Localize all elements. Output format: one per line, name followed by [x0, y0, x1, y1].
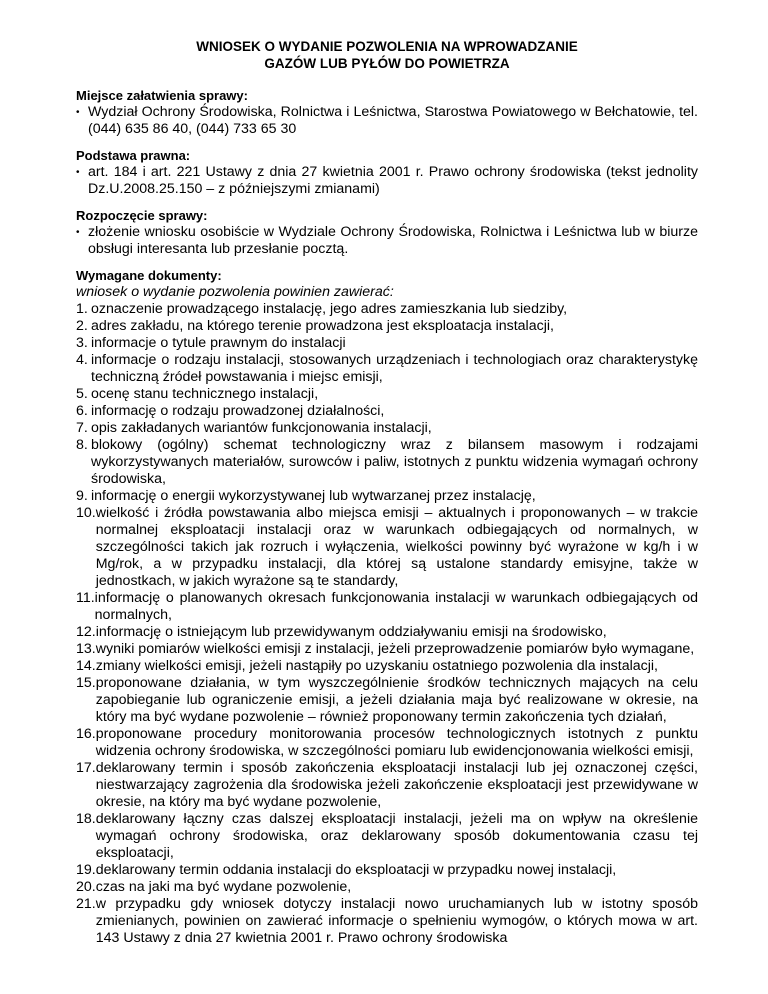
list-item-text: adres zakładu, na którego terenie prowadzona jest eksploatacja instalacji,	[91, 318, 554, 334]
list-item-number: 12.	[76, 624, 96, 640]
list-item-text: informacje o rodzaju instalacji, stosowanych urządzeniach i technologiach oraz charakterystykę techniczną źródeł powstawania i miejsc emisji,	[91, 352, 698, 385]
list-item	[76, 879, 698, 896]
list-item-number: 18.	[76, 811, 96, 827]
list-item-text: informację o planowanych okresach funkcjonowania instalacji w warunkach odbiegających od normalnych,	[94, 590, 698, 623]
list-item-number: 13.	[76, 641, 96, 657]
requirements-list	[76, 301, 698, 947]
bullet-icon: •	[76, 107, 80, 118]
list-item	[76, 403, 698, 420]
list-item	[76, 335, 698, 352]
list-item-text: w przypadku gdy wniosek dotyczy instalacji nowo uruchamianych lub w istotny sposób zmienianych, powinien on zawierać informacje o spełnieniu wymogów, o których mowa w art. 143 Ustawy z dnia 27 kwietnia 2001 r. Prawo ochrony środowiska	[95, 896, 698, 946]
list-item-text: deklarowany łączny czas dalszej eksploatacji instalacji, jeżeli ma on wpływ na określenie wymagań ochrony środowiska, oraz deklarowany sposób dokumentowania czasu tej eksploatacji,	[95, 811, 698, 861]
bullet-icon: •	[76, 167, 80, 178]
title-line-2: GAZÓW LUB PYŁÓW DO POWIETRZA	[264, 56, 510, 71]
list-item-text: informację o rodzaju prowadzonej działalności,	[91, 403, 385, 419]
list-item-text: opis zakładanych wariantów funkcjonowania instalacji,	[91, 420, 432, 436]
list-item-number: 9.	[76, 488, 88, 504]
list-item	[76, 301, 698, 318]
list-item-number: 15.	[76, 675, 96, 691]
list-item	[76, 641, 698, 658]
list-item	[76, 352, 698, 386]
list-item-number: 3.	[76, 335, 88, 351]
list-item-number: 14.	[76, 658, 96, 674]
list-item-number: 11.	[76, 590, 95, 606]
bullet-item	[76, 104, 698, 138]
section-start	[76, 208, 698, 258]
list-item-text: czas na jaki ma być wydane pozwolenie,	[95, 879, 352, 895]
list-item	[76, 318, 698, 335]
list-item-number: 10.	[76, 505, 96, 521]
bullet-icon: •	[76, 227, 80, 238]
document-title	[76, 38, 698, 72]
section-legal-basis	[76, 148, 698, 198]
list-item	[76, 437, 698, 488]
section-subheading: wniosek o wydanie pozwolenia powinien zawierać:	[76, 284, 394, 300]
list-item	[76, 386, 698, 403]
list-item-text: proponowane działania, w tym wyszczególnienie środków technicznych mających na celu zapobieganie lub ograniczenie emisji, a jeżeli działania maja być realizowane w okresie, na który ma być wydane pozwolenie – również proponowany termin zakończenia tych działań,	[95, 675, 698, 725]
section-heading: Wymagane dokumenty:	[76, 268, 222, 283]
list-item-text: wielkość i źródła powstawania albo miejsca emisji – aktualnych i proponowanych – w trakcie normalnej eksploatacji instalacji oraz w warunkach odbiegających od normalnych, w szczególności takich jak rozruch i wyłączenia, wielkości powinny być wyrażone w kg/h i w Mg/rok, a w przypadku instalacji, dla której są ustalone standardy emisyjne, także w jednostkach, w jakich wyrażone są te standardy,	[95, 505, 698, 589]
list-item-number: 6.	[76, 403, 88, 419]
list-item-number: 19.	[76, 862, 96, 878]
list-item-number: 7.	[76, 420, 88, 436]
list-item-text: oznaczenie prowadzącego instalację, jego adres zamieszkania lub siedziby,	[91, 301, 568, 317]
title-line-1: WNIOSEK O WYDANIE POZWOLENIA NA WPROWADZANIE	[196, 39, 578, 54]
section-required-documents	[76, 268, 698, 947]
section-heading: Podstawa prawna:	[76, 148, 191, 163]
section-heading: Rozpoczęcie sprawy:	[76, 208, 208, 223]
list-item-number: 20.	[76, 879, 96, 895]
list-item-text: deklarowany termin i sposób zakończenia eksploatacji instalacji lub jej oznaczonej części, niestwarzający zagrożenia dla środowiska jeżeli zakończenie eksploatacji jest przewidywane w okresie, na który ma być wydane pozwolenie,	[95, 760, 698, 810]
list-item	[76, 862, 698, 879]
bullet-item	[76, 224, 698, 258]
list-item	[76, 420, 698, 437]
list-item-number: 1.	[76, 301, 88, 317]
list-item	[76, 590, 698, 624]
list-item	[76, 896, 698, 947]
list-item	[76, 760, 698, 811]
list-item-number: 4.	[76, 352, 88, 368]
list-item	[76, 811, 698, 862]
list-item-text: informacje o tytule prawnym do instalacji	[91, 335, 346, 351]
list-item-number: 8.	[76, 437, 88, 453]
list-item-text: informację o energii wykorzystywanej lub wytwarzanej przez instalację,	[91, 488, 536, 504]
list-item	[76, 658, 698, 675]
list-item-text: blokowy (ogólny) schemat technologiczny wraz z bilansem masowym i rodzajami wykorzystywanych materiałów, surowców i paliw, istotnych z punktu widzenia wymagań ochrony środowiska,	[91, 437, 698, 487]
list-item-number: 5.	[76, 386, 88, 402]
list-item	[76, 726, 698, 760]
list-item-text: ocenę stanu technicznego instalacji,	[91, 386, 319, 402]
list-item	[76, 505, 698, 590]
list-item-text: wyniki pomiarów wielkości emisji z instalacji, jeżeli przeprowadzenie pomiarów było wymagane,	[95, 641, 695, 657]
list-item	[76, 624, 698, 641]
bullet-text: złożenie wniosku osobiście w Wydziale Ochrony Środowiska, Rolnictwa i Leśnictwa lub w biurze obsługi interesanta lub przesłanie pocztą.	[88, 224, 698, 257]
list-item-number: 2.	[76, 318, 88, 334]
list-item	[76, 675, 698, 726]
list-item	[76, 488, 698, 505]
bullet-text: art. 184 i art. 221 Ustawy z dnia 27 kwietnia 2001 r. Prawo ochrony środowiska (tekst jednolity Dz.U.2008.25.150 – z późniejszymi zmianami)	[88, 164, 698, 197]
section-place	[76, 88, 698, 138]
list-item-number: 17.	[76, 760, 96, 776]
bullet-text: Wydział Ochrony Środowiska, Rolnictwa i Leśnictwa, Starostwa Powiatowego w Bełchatowie, tel. (044) 635 86 40, (044) 733 65 30	[88, 104, 698, 137]
list-item-number: 16.	[76, 726, 96, 742]
list-item-text: proponowane procedury monitorowania procesów technologicznych istotnych z punktu widzenia ochrony środowiska, w szczególności pomiaru lub ewidencjonowania wielkości emisji,	[95, 726, 698, 759]
list-item-text: zmiany wielkości emisji, jeżeli nastąpiły po uzyskaniu ostatniego pozwolenia dla instalacji,	[95, 658, 658, 674]
bullet-item	[76, 164, 698, 198]
list-item-number: 21.	[76, 896, 96, 912]
list-item-text: informację o istniejącym lub przewidywanym oddziaływaniu emisji na środowisko,	[95, 624, 607, 640]
section-heading: Miejsce załatwienia sprawy:	[76, 88, 248, 103]
list-item-text: deklarowany termin oddania instalacji do eksploatacji w przypadku nowej instalacji,	[95, 862, 617, 878]
